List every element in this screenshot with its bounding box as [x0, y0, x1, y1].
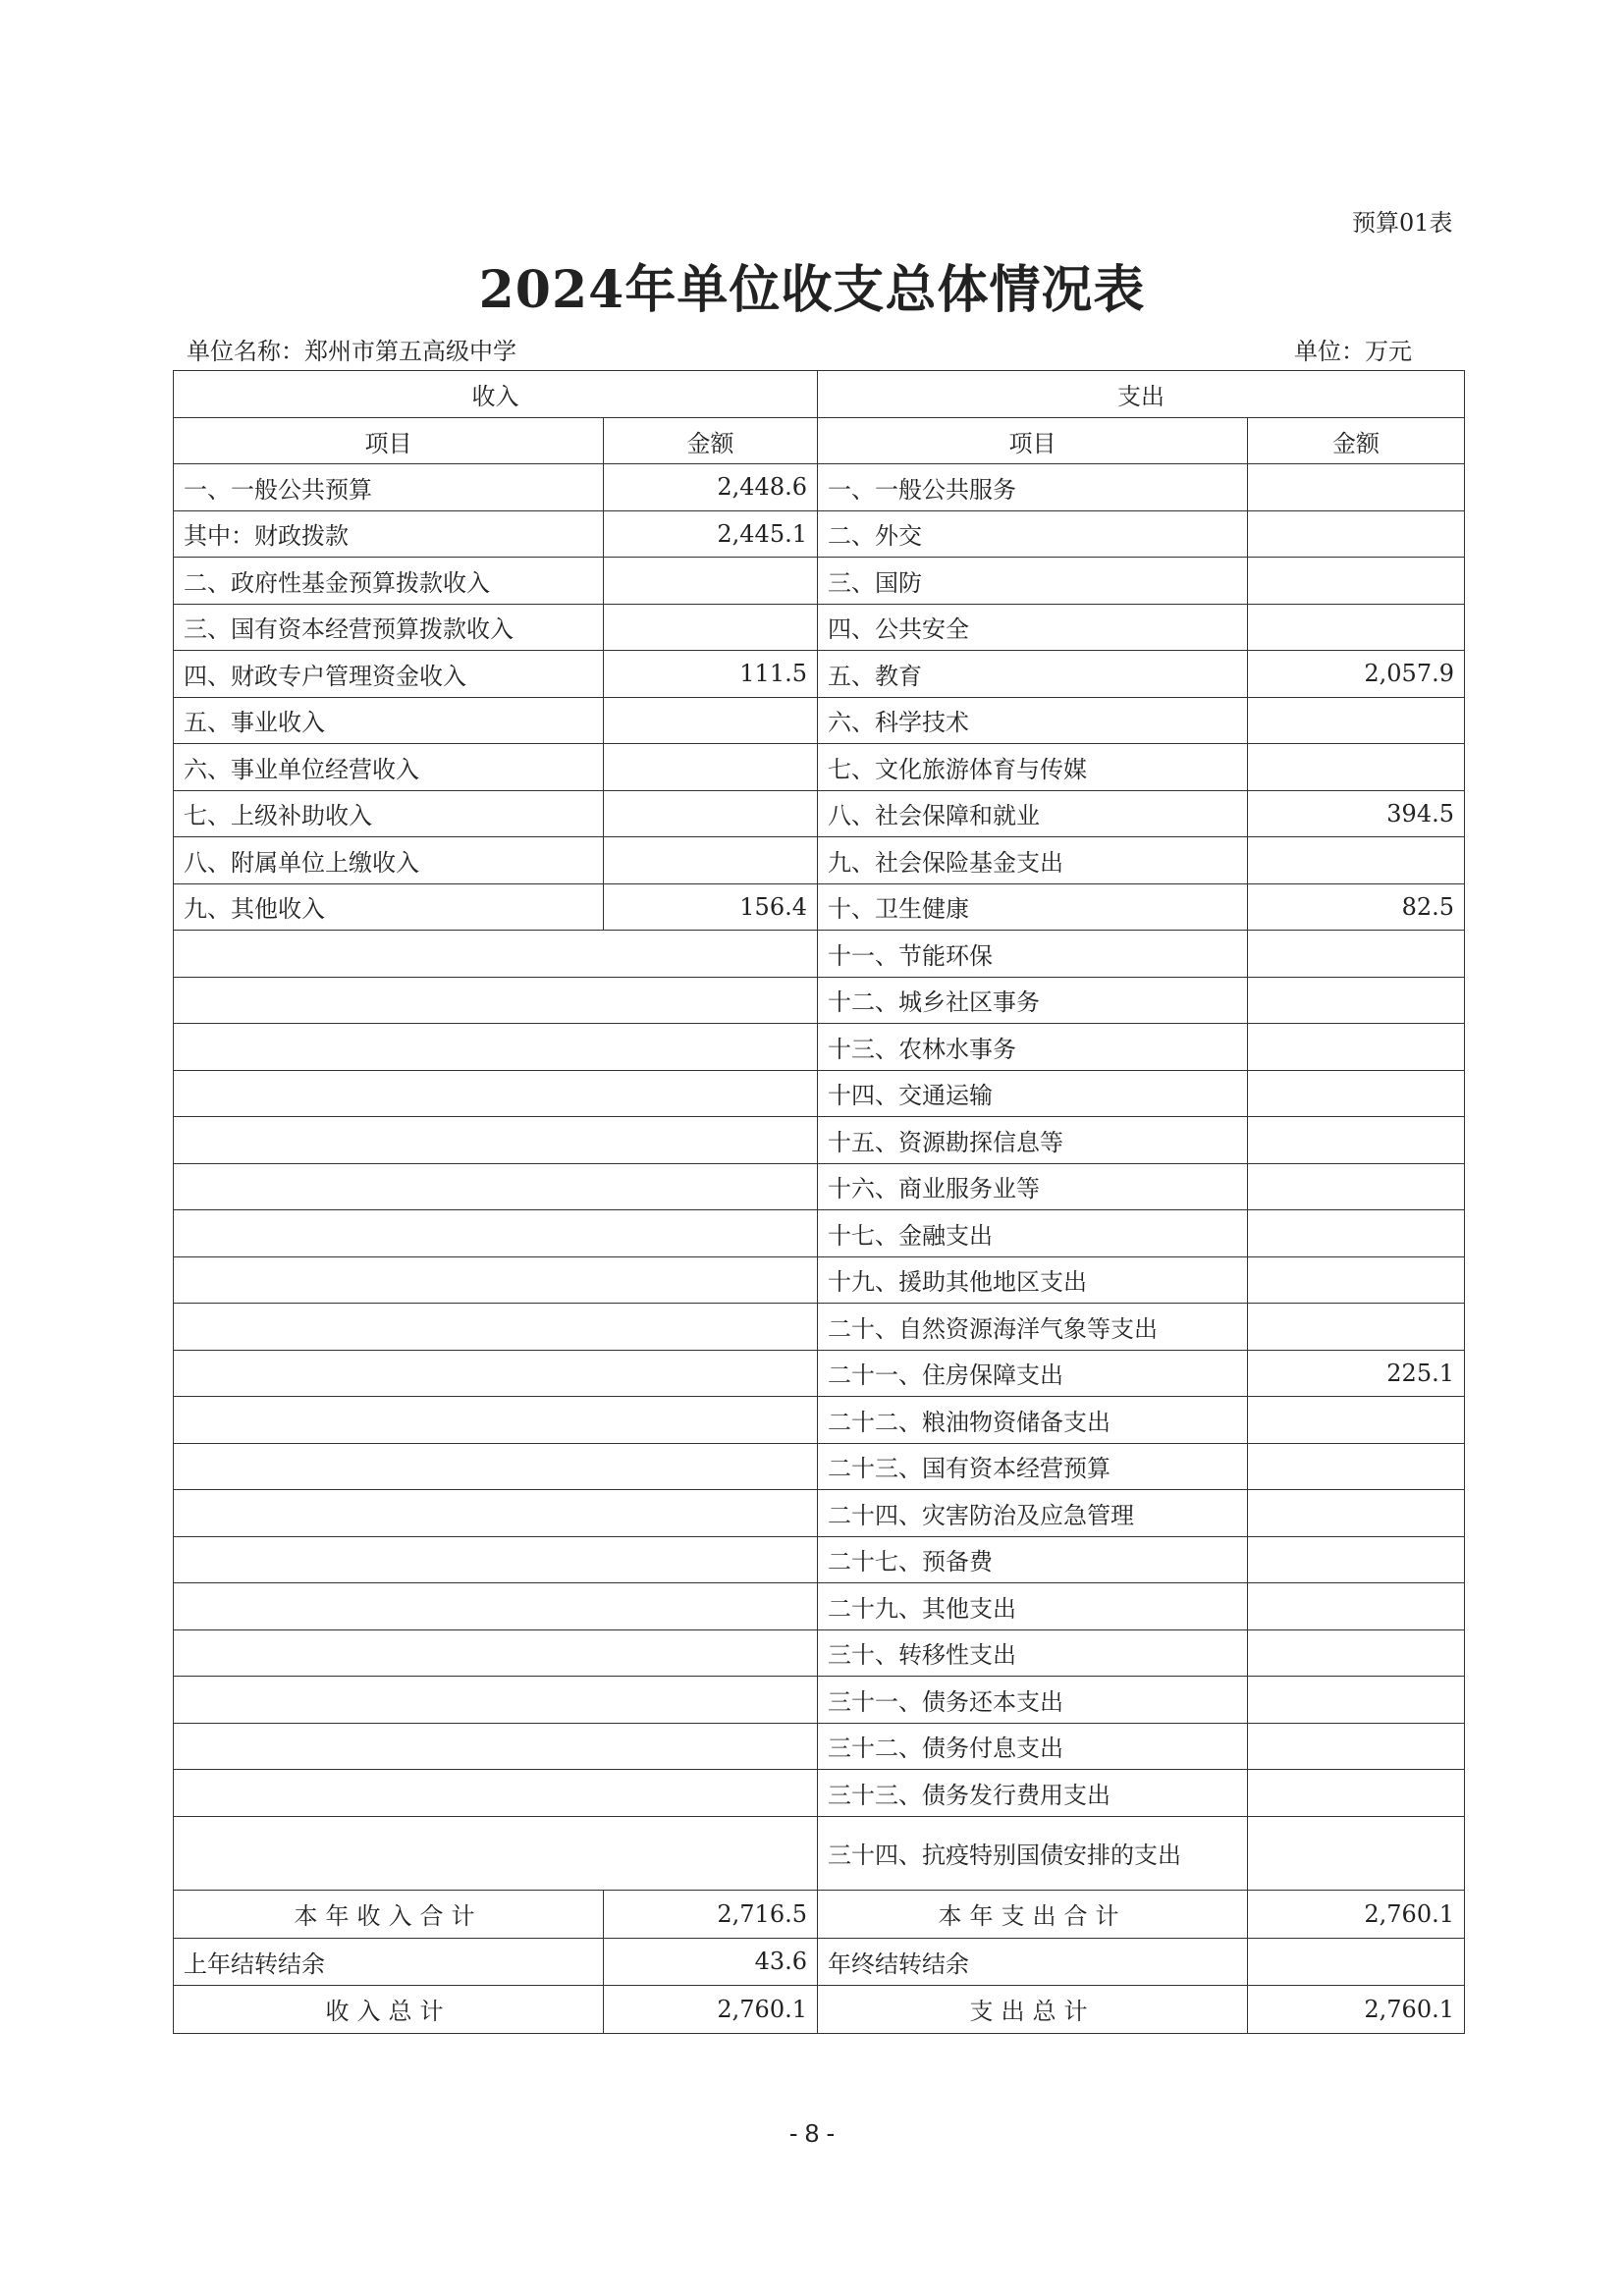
expense-amount: [1248, 1443, 1465, 1490]
expense-amount: 82.5: [1248, 883, 1465, 931]
expense-item: 十九、援助其他地区支出: [818, 1256, 1248, 1304]
section-header-row: [174, 371, 1465, 418]
year-expense-label: 本年支出合计: [818, 1890, 1248, 1938]
table-row: [174, 744, 1465, 791]
income-total-label: 收入总计: [174, 1985, 604, 2033]
table-row: [174, 651, 1465, 698]
income-item: 四、财政专户管理资金收入: [174, 651, 604, 698]
income-total-amount: 2,760.1: [604, 1985, 818, 2033]
expense-item: 二十、自然资源海洋气象等支出: [818, 1304, 1248, 1351]
income-amount: 156.4: [604, 883, 818, 931]
expense-amount: [1248, 1770, 1465, 1817]
unit-name: 单位名称：郑州市第五高级中学: [187, 338, 516, 365]
table-row: [174, 1304, 1465, 1351]
expense-item: 三、国防: [818, 558, 1248, 605]
expense-item: 三十、转移性支出: [818, 1629, 1248, 1677]
expense-amount: 2,057.9: [1248, 651, 1465, 698]
table-row: [174, 790, 1465, 837]
income-amount: [604, 558, 818, 605]
table-row: [174, 558, 1465, 605]
income-item-header: 项目: [174, 418, 604, 464]
expense-item: 二十二、粮油物资储备支出: [818, 1397, 1248, 1444]
expense-total-label: 支出总计: [818, 1985, 1248, 2033]
expense-item: 五、教育: [818, 651, 1248, 698]
expense-amount-header: 金额: [1248, 418, 1465, 464]
expense-amount: [1248, 1163, 1465, 1210]
table-row: [174, 1490, 1465, 1537]
expense-item: 十一、节能环保: [818, 931, 1248, 978]
expense-item: 三十四、抗疫特别国债安排的支出: [818, 1816, 1248, 1890]
empty-income-cell: [174, 1210, 818, 1257]
empty-income-cell: [174, 1443, 818, 1490]
income-amount: 111.5: [604, 651, 818, 698]
grand-total-row: [174, 1985, 1465, 2033]
expense-item: 六、科学技术: [818, 697, 1248, 744]
expense-amount: [1248, 1397, 1465, 1444]
expense-amount: [1248, 1070, 1465, 1117]
table-row: [174, 1443, 1465, 1490]
income-item: 二、政府性基金预算拨款收入: [174, 558, 604, 605]
table-row: [174, 1677, 1465, 1724]
income-item: 八、附属单位上缴收入: [174, 837, 604, 884]
expense-item: 十二、城乡社区事务: [818, 977, 1248, 1024]
expense-amount: 394.5: [1248, 790, 1465, 837]
table-row: [174, 1583, 1465, 1630]
income-amount: [604, 837, 818, 884]
expense-amount: [1248, 1490, 1465, 1537]
expense-amount: 225.1: [1248, 1350, 1465, 1397]
unit-measure: 单位：万元: [1294, 338, 1412, 365]
table-row: [174, 1770, 1465, 1817]
carryover-amount: 43.6: [604, 1938, 818, 1985]
table-row: [174, 1163, 1465, 1210]
expense-item: 十七、金融支出: [818, 1210, 1248, 1257]
empty-income-cell: [174, 1816, 818, 1890]
expense-item: 九、社会保险基金支出: [818, 837, 1248, 884]
expense-item: 二十九、其他支出: [818, 1583, 1248, 1630]
expense-amount: [1248, 1677, 1465, 1724]
expense-amount: [1248, 1024, 1465, 1071]
income-header: 收入: [174, 371, 818, 418]
expense-item: 二十三、国有资本经营预算: [818, 1443, 1248, 1490]
table-row: [174, 977, 1465, 1024]
empty-income-cell: [174, 1070, 818, 1117]
table-row: [174, 1070, 1465, 1117]
empty-income-cell: [174, 1583, 818, 1630]
income-item: 九、其他收入: [174, 883, 604, 931]
expense-item: 三十二、债务付息支出: [818, 1723, 1248, 1770]
income-item: 一、一般公共预算: [174, 464, 604, 511]
page-title: 2024年单位收支总体情况表: [478, 260, 1146, 320]
income-amount: [604, 697, 818, 744]
table-row: [174, 1350, 1465, 1397]
year-end-label: 年终结转结余: [818, 1938, 1248, 1985]
expense-item: 二十一、住房保障支出: [818, 1350, 1248, 1397]
expense-amount: [1248, 1117, 1465, 1164]
empty-income-cell: [174, 1350, 818, 1397]
expense-item: 七、文化旅游体育与传媒: [818, 744, 1248, 791]
table-row: [174, 837, 1465, 884]
table-row: [174, 1723, 1465, 1770]
expense-item: 十四、交通运输: [818, 1070, 1248, 1117]
empty-income-cell: [174, 1163, 818, 1210]
expense-item: 三十三、债务发行费用支出: [818, 1770, 1248, 1817]
empty-income-cell: [174, 1770, 818, 1817]
table-row: [174, 1536, 1465, 1583]
table-row: [174, 1117, 1465, 1164]
budget-table: [173, 370, 1465, 2034]
expense-amount: [1248, 1256, 1465, 1304]
year-income-amount: 2,716.5: [604, 1890, 818, 1938]
carryover-label: 上年结转结余: [174, 1938, 604, 1985]
column-header-row: [174, 418, 1465, 464]
table-row: [174, 883, 1465, 931]
expense-item: 一、一般公共服务: [818, 464, 1248, 511]
form-code: 预算01表: [1352, 209, 1453, 237]
income-item: 六、事业单位经营收入: [174, 744, 604, 791]
expense-amount: [1248, 1210, 1465, 1257]
expense-amount: [1248, 1629, 1465, 1677]
income-item: 其中：财政拨款: [174, 510, 604, 558]
expense-amount: [1248, 697, 1465, 744]
expense-amount: [1248, 1723, 1465, 1770]
income-amount: [604, 790, 818, 837]
table-row: [174, 1397, 1465, 1444]
expense-item: 八、社会保障和就业: [818, 790, 1248, 837]
expense-amount: [1248, 1536, 1465, 1583]
empty-income-cell: [174, 1629, 818, 1677]
empty-income-cell: [174, 931, 818, 978]
empty-income-cell: [174, 1256, 818, 1304]
table-row: [174, 1256, 1465, 1304]
empty-income-cell: [174, 1397, 818, 1444]
table-row: [174, 1210, 1465, 1257]
expense-amount: [1248, 604, 1465, 651]
year-end-amount: [1248, 1938, 1465, 1985]
expense-amount: [1248, 558, 1465, 605]
expense-item: 十、卫生健康: [818, 883, 1248, 931]
income-item: 七、上级补助收入: [174, 790, 604, 837]
empty-income-cell: [174, 1117, 818, 1164]
expense-item: 二十四、灾害防治及应急管理: [818, 1490, 1248, 1537]
income-amount-header: 金额: [604, 418, 818, 464]
table-row: [174, 931, 1465, 978]
expense-item: 十三、农林水事务: [818, 1024, 1248, 1071]
expense-amount: [1248, 837, 1465, 884]
empty-income-cell: [174, 1490, 818, 1537]
year-expense-amount: 2,760.1: [1248, 1890, 1465, 1938]
income-amount: [604, 744, 818, 791]
empty-income-cell: [174, 1677, 818, 1724]
expense-amount: [1248, 744, 1465, 791]
year-income-label: 本年收入合计: [174, 1890, 604, 1938]
table-row: [174, 510, 1465, 558]
income-item: 三、国有资本经营预算拨款收入: [174, 604, 604, 651]
table-row: [174, 464, 1465, 511]
income-amount: 2,448.6: [604, 464, 818, 511]
expense-amount: [1248, 977, 1465, 1024]
empty-income-cell: [174, 977, 818, 1024]
empty-income-cell: [174, 1723, 818, 1770]
expense-amount: [1248, 931, 1465, 978]
table-row: [174, 1629, 1465, 1677]
expense-amount: [1248, 1304, 1465, 1351]
table-row: [174, 1816, 1465, 1890]
carryover-row: [174, 1938, 1465, 1985]
table-row: [174, 697, 1465, 744]
year-total-row: [174, 1890, 1465, 1938]
empty-income-cell: [174, 1024, 818, 1071]
expense-item: 二、外交: [818, 510, 1248, 558]
empty-income-cell: [174, 1304, 818, 1351]
expense-amount: [1248, 510, 1465, 558]
empty-income-cell: [174, 1536, 818, 1583]
expense-header: 支出: [818, 371, 1465, 418]
expense-item: 十六、商业服务业等: [818, 1163, 1248, 1210]
expense-item: 十五、资源勘探信息等: [818, 1117, 1248, 1164]
income-amount: [604, 604, 818, 651]
income-item: 五、事业收入: [174, 697, 604, 744]
income-amount: 2,445.1: [604, 510, 818, 558]
expense-amount: [1248, 464, 1465, 511]
table-row: [174, 604, 1465, 651]
expense-item: 二十七、预备费: [818, 1536, 1248, 1583]
expense-item: 三十一、债务还本支出: [818, 1677, 1248, 1724]
expense-item: 四、公共安全: [818, 604, 1248, 651]
expense-total-amount: 2,760.1: [1248, 1985, 1465, 2033]
expense-amount: [1248, 1583, 1465, 1630]
page-number: - 8 -: [788, 2118, 836, 2148]
table-row: [174, 1024, 1465, 1071]
expense-item-header: 项目: [818, 418, 1248, 464]
expense-amount: [1248, 1816, 1465, 1890]
